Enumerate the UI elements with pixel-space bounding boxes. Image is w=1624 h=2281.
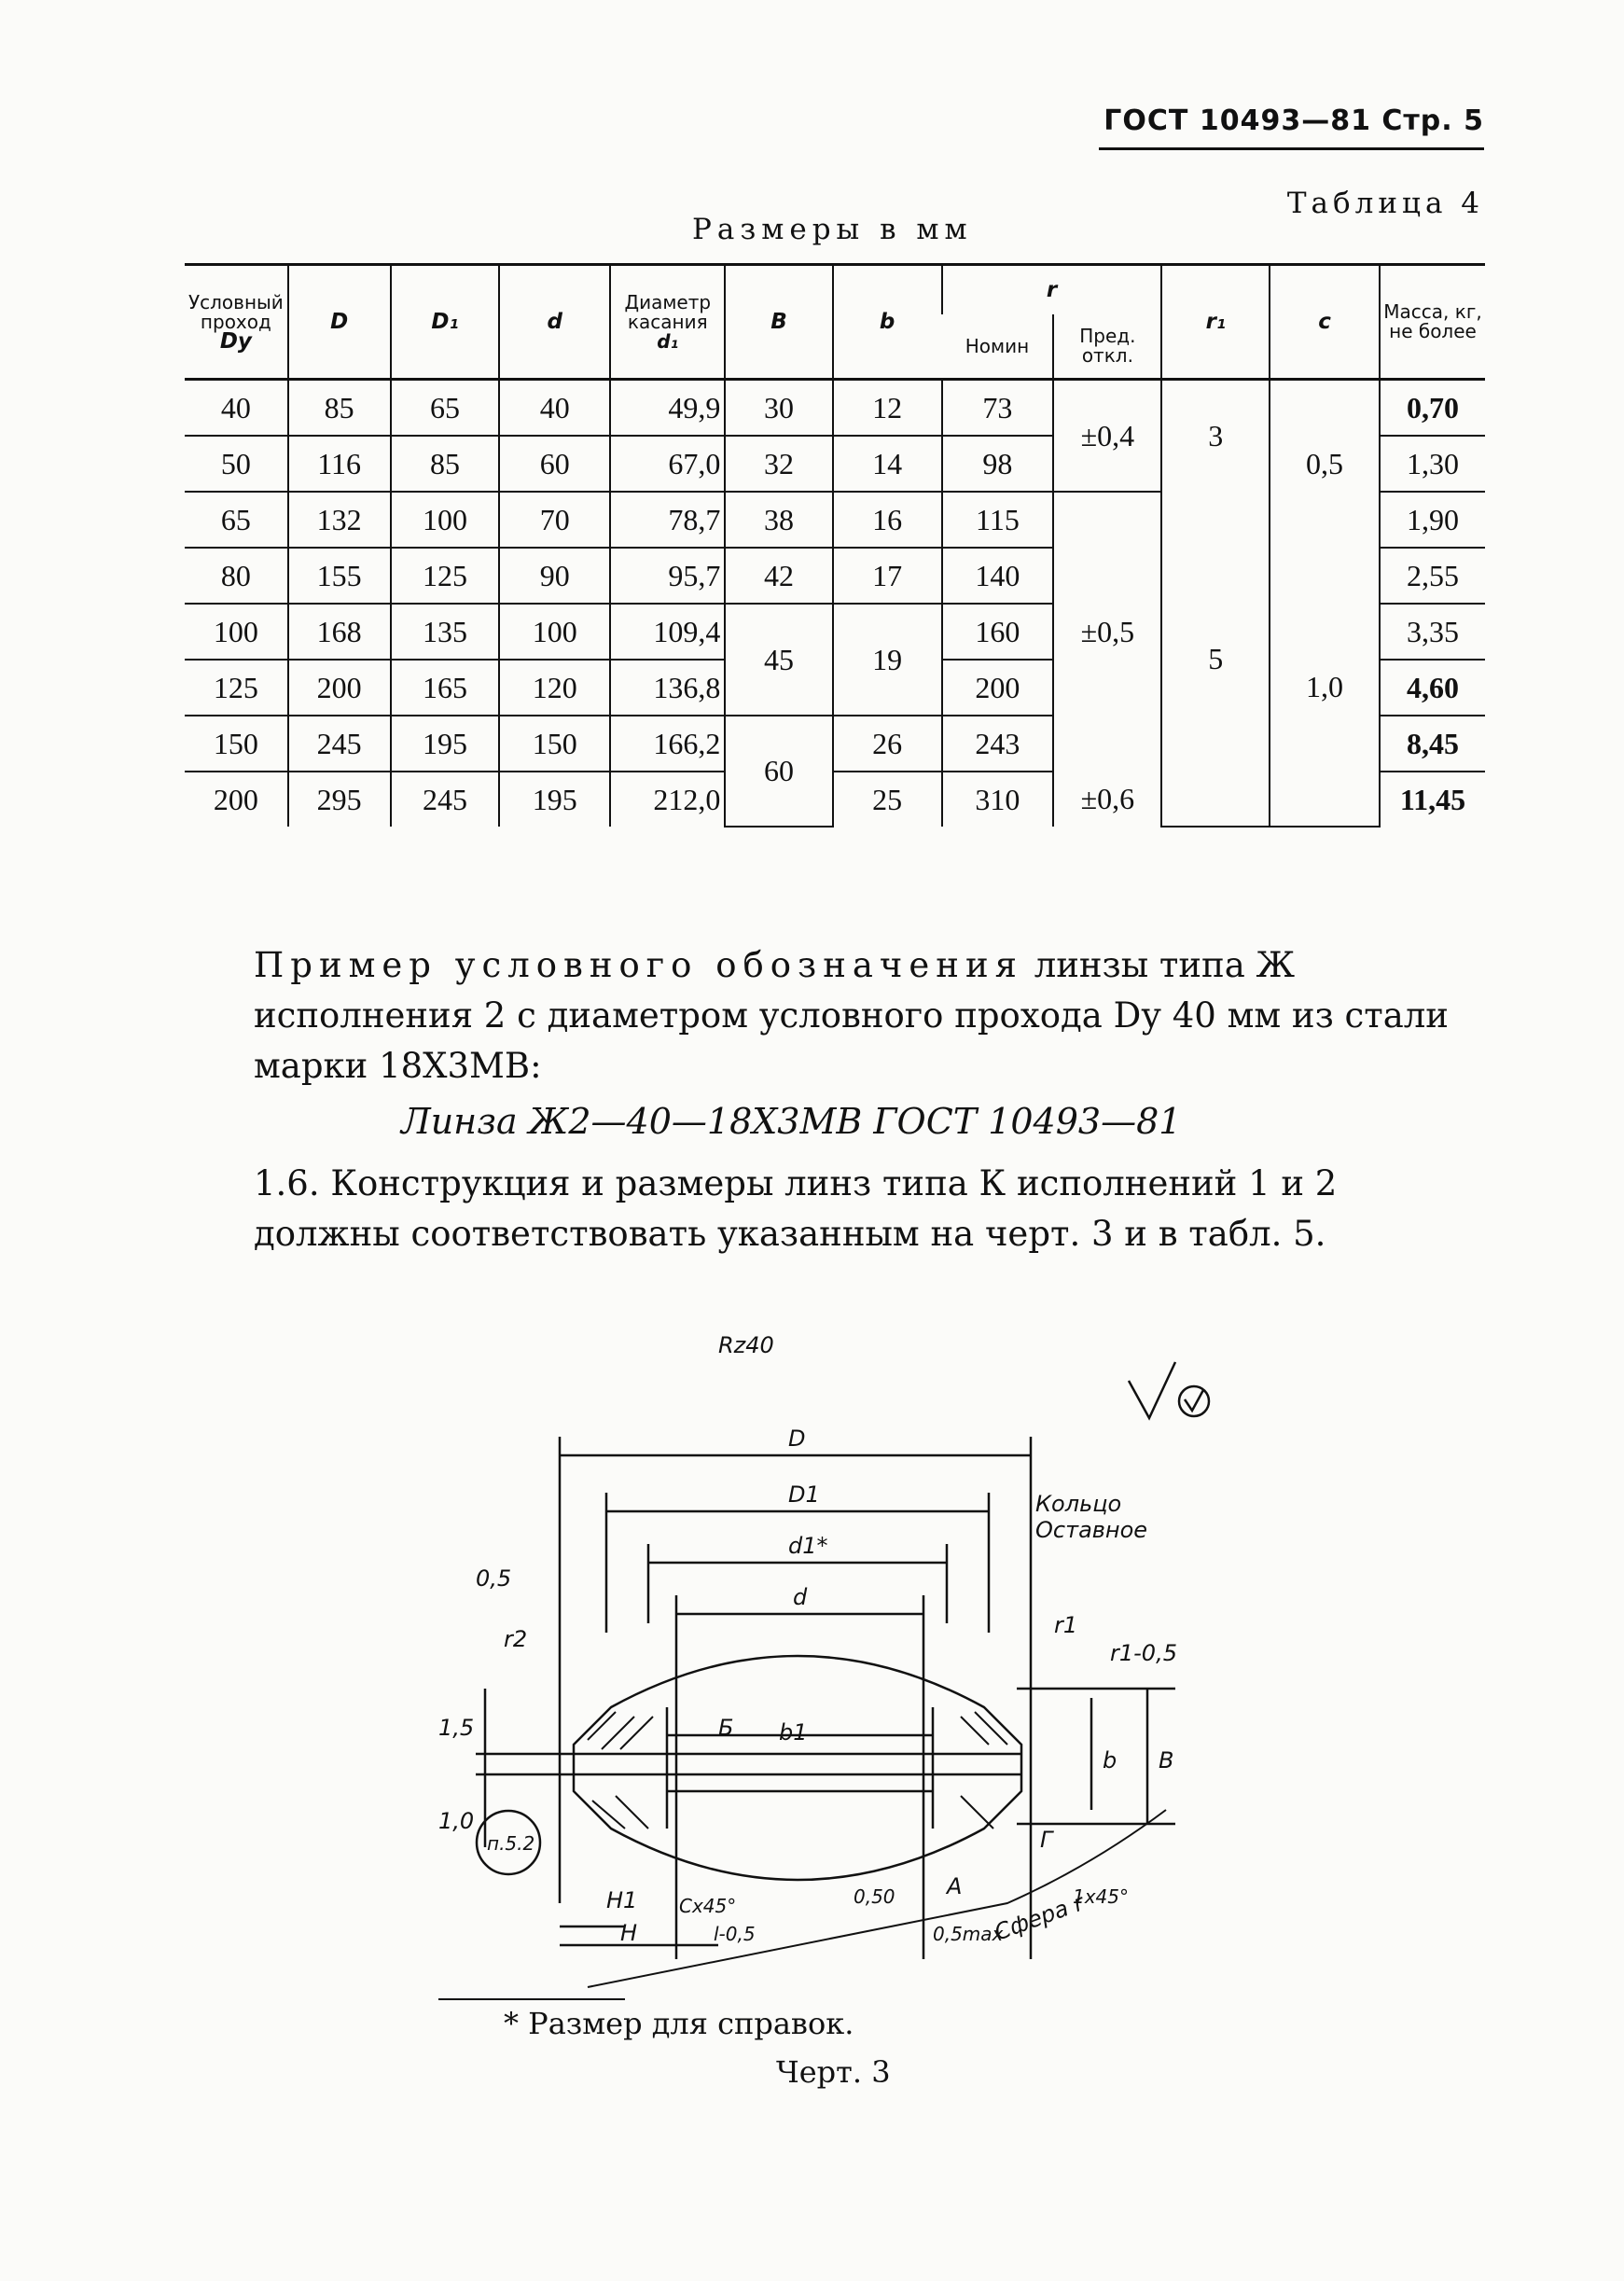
example-designation: Линза Ж2—40—18Х3МВ ГОСТ 10493—81 xyxy=(401,1101,1182,1142)
cell-B: 60 xyxy=(725,716,832,827)
cell-d1: 67,0 xyxy=(610,436,725,492)
label-sphere: Сфера r xyxy=(991,1889,1088,1946)
paragraph-lead: Пример условного обозначения xyxy=(254,945,1023,985)
cell-B: 42 xyxy=(725,548,832,604)
footnote-rule xyxy=(438,1998,625,2000)
cell-D1: 135 xyxy=(391,604,500,660)
header-B: B xyxy=(725,265,832,380)
label-D: D xyxy=(788,1426,806,1452)
label-1x45: 1х45° xyxy=(1073,1885,1130,1908)
cell-r: 160 xyxy=(942,604,1054,660)
lens-drawing xyxy=(438,1325,1259,1996)
cell-d: 195 xyxy=(499,772,610,827)
label-H: H xyxy=(620,1920,638,1946)
header-d1-label: Диаметр касания xyxy=(624,290,712,333)
table-row xyxy=(185,548,1485,604)
cell-d1: 95,7 xyxy=(610,548,725,604)
header-r: r xyxy=(942,265,1162,315)
cell-tol: ±0,6 xyxy=(1053,772,1161,827)
header-c: c xyxy=(1270,265,1380,380)
label-b: b xyxy=(1103,1747,1117,1773)
header-r-nom: Номин xyxy=(942,314,1054,380)
cell-mass: 1,30 xyxy=(1380,436,1485,492)
cell-mass: 11,45 xyxy=(1380,772,1485,827)
cell-c: 1,0 xyxy=(1270,548,1380,827)
cell-dy: 40 xyxy=(185,380,288,437)
paragraph-body: линзы типа Ж исполнения 2 с диаметром условного прохода Dу 40 мм из стали марки 18Х3МВ: xyxy=(254,945,1449,1086)
cell-d1: 49,9 xyxy=(610,380,725,437)
cell-d: 40 xyxy=(499,380,610,437)
header-d1-symbol: d₁ xyxy=(657,329,679,353)
header-rule xyxy=(1099,147,1484,150)
cell-r: 243 xyxy=(942,716,1054,772)
cell-B: 38 xyxy=(725,492,832,548)
cell-dy: 125 xyxy=(185,660,288,716)
cell-D: 200 xyxy=(288,660,391,716)
cell-D1: 65 xyxy=(391,380,500,437)
cell-d: 90 xyxy=(499,548,610,604)
cell-D1: 85 xyxy=(391,436,500,492)
cell-b: 19 xyxy=(833,604,942,716)
cell-D1: 195 xyxy=(391,716,500,772)
dimensions-table xyxy=(185,263,1485,828)
label-D1: D1 xyxy=(788,1481,820,1508)
cell-dy: 100 xyxy=(185,604,288,660)
roughness-mark xyxy=(1129,1362,1175,1418)
cell-D1: 100 xyxy=(391,492,500,548)
cell-d: 60 xyxy=(499,436,610,492)
label-r1: r1 xyxy=(1054,1612,1078,1638)
label-note: п.5.2 xyxy=(487,1832,535,1855)
cell-b: 14 xyxy=(833,436,942,492)
cell-d1: 212,0 xyxy=(610,772,725,827)
cell-tol: ±0,4 xyxy=(1053,380,1161,493)
cell-mass: 0,70 xyxy=(1380,380,1485,437)
table-number: Таблица 4 xyxy=(1286,187,1484,220)
cell-B: 32 xyxy=(725,436,832,492)
cell-dy: 80 xyxy=(185,548,288,604)
header-D1: D₁ xyxy=(391,265,500,380)
cell-mass: 2,55 xyxy=(1380,548,1485,604)
cell-d1: 136,8 xyxy=(610,660,725,716)
cell-D1: 245 xyxy=(391,772,500,827)
header-r1: r₁ xyxy=(1161,265,1270,380)
table-row xyxy=(185,380,1485,437)
label-H1: H1 xyxy=(606,1887,638,1913)
label-ring-2: Оставное xyxy=(1035,1517,1148,1543)
header-dy-symbol: Dу xyxy=(219,328,252,354)
cell-c: 0,5 xyxy=(1270,380,1380,549)
cell-r: 310 xyxy=(942,772,1054,827)
label-d: d xyxy=(793,1584,808,1610)
figure-caption: Черт. 3 xyxy=(776,2054,891,2090)
cell-d: 70 xyxy=(499,492,610,548)
cell-D: 85 xyxy=(288,380,391,437)
table-caption: Размеры в мм xyxy=(692,213,973,246)
cell-d1: 78,7 xyxy=(610,492,725,548)
cell-tol: ±0,5 xyxy=(1053,492,1161,772)
cell-b: 26 xyxy=(833,716,942,772)
header-r-tol: Пред. откл. xyxy=(1053,314,1161,380)
cell-dy: 50 xyxy=(185,436,288,492)
cell-b: 25 xyxy=(833,772,942,827)
cell-b: 12 xyxy=(833,380,942,437)
label-b1: b1 xyxy=(779,1719,808,1746)
cell-d1: 109,4 xyxy=(610,604,725,660)
label-r1-tol: r1-0,5 xyxy=(1110,1640,1177,1666)
cell-b: 16 xyxy=(833,492,942,548)
cell-dy: 65 xyxy=(185,492,288,548)
header-d1 xyxy=(610,265,725,380)
cell-D1: 125 xyxy=(391,548,500,604)
label-section-g: Г xyxy=(1040,1827,1053,1853)
cell-r1: 5 xyxy=(1161,492,1270,827)
standard-number: ГОСТ 10493—81 xyxy=(1103,104,1371,137)
cell-D: 295 xyxy=(288,772,391,827)
paragraph-example-intro xyxy=(254,940,1483,1092)
label-l-0-5: l-0,5 xyxy=(714,1923,756,1945)
label-0-50: 0,50 xyxy=(854,1885,895,1908)
cell-D: 245 xyxy=(288,716,391,772)
label-1-0: 1,0 xyxy=(438,1808,475,1834)
cell-d: 120 xyxy=(499,660,610,716)
cell-D: 168 xyxy=(288,604,391,660)
label-B: B xyxy=(1159,1747,1174,1773)
page-header xyxy=(1103,104,1484,137)
cell-D: 155 xyxy=(288,548,391,604)
page-number: Стр. 5 xyxy=(1381,104,1484,137)
header-D: D xyxy=(288,265,391,380)
cell-r1: 3 xyxy=(1161,380,1270,493)
paragraph-1-6: 1.6. Конструкция и размеры линз типа К исполнений 1 и 2 должны соответствовать указанным на черт. 3 и в табл. 5. xyxy=(254,1163,1338,1254)
header-dy xyxy=(185,265,288,380)
cell-mass: 1,90 xyxy=(1380,492,1485,548)
label-rz: Rz40 xyxy=(718,1332,774,1358)
footnote: * Размер для справок. xyxy=(504,2006,854,2041)
cell-r: 115 xyxy=(942,492,1054,548)
cell-B: 45 xyxy=(725,604,832,716)
label-0-5: 0,5 xyxy=(476,1565,512,1592)
cell-r: 140 xyxy=(942,548,1054,604)
label-A: А xyxy=(947,1873,963,1899)
cell-D: 132 xyxy=(288,492,391,548)
label-1-5: 1,5 xyxy=(438,1715,475,1741)
header-dy-label: Условный проход xyxy=(187,290,284,333)
cell-mass: 8,45 xyxy=(1380,716,1485,772)
cell-b: 17 xyxy=(833,548,942,604)
cell-D1: 165 xyxy=(391,660,500,716)
label-d1-star: d1* xyxy=(788,1533,828,1559)
label-ring-1: Кольцо xyxy=(1035,1491,1122,1517)
lens-body xyxy=(574,1656,1021,1880)
cell-d: 100 xyxy=(499,604,610,660)
cell-dy: 150 xyxy=(185,716,288,772)
cell-B: 30 xyxy=(725,380,832,437)
header-mass: Масса, кг, не более xyxy=(1380,265,1485,380)
label-0-5max: 0,5max xyxy=(933,1923,1004,1945)
cell-d1: 166,2 xyxy=(610,716,725,772)
label-r2: r2 xyxy=(504,1626,528,1652)
cell-D: 116 xyxy=(288,436,391,492)
cell-d: 150 xyxy=(499,716,610,772)
cell-r: 98 xyxy=(942,436,1054,492)
cell-dy: 200 xyxy=(213,782,258,816)
header-b: b xyxy=(833,265,942,380)
label-section-b: Б xyxy=(718,1715,734,1741)
cell-r: 200 xyxy=(942,660,1054,716)
cell-mass: 4,60 xyxy=(1380,660,1485,716)
label-cx45: Cх45° xyxy=(679,1895,737,1917)
header-d: d xyxy=(499,265,610,380)
roughness-circle xyxy=(1179,1386,1209,1416)
cell-r: 73 xyxy=(942,380,1054,437)
cell-mass: 3,35 xyxy=(1380,604,1485,660)
